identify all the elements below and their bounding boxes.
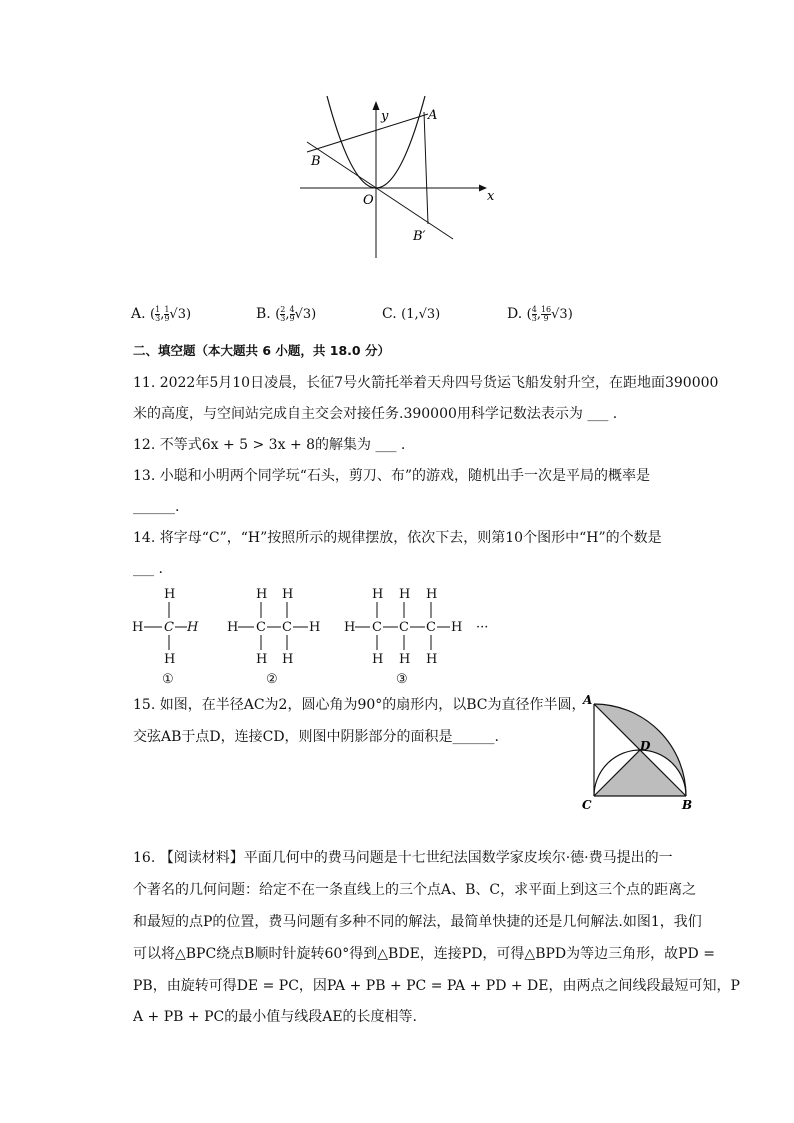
mol1-h-left: H bbox=[132, 620, 144, 635]
label-origin: O bbox=[363, 193, 374, 208]
mol3-h-bottom2: H bbox=[399, 652, 411, 667]
mol3-h-bottom3: H bbox=[426, 652, 438, 667]
sector-label-c: C bbox=[582, 798, 592, 812]
label-b: B bbox=[311, 154, 321, 169]
line-ab bbox=[307, 114, 428, 152]
mol2-h-left: H bbox=[227, 620, 239, 635]
mol-ellipsis: ··· bbox=[476, 620, 489, 635]
parabola-graph bbox=[295, 92, 505, 262]
mol1-c: C bbox=[164, 620, 174, 635]
q16-line5: PB，由旋转可得DE = PC，因PA + PB + PC = PA + PD + DE，由两点之间线段最短可知，P bbox=[133, 978, 740, 994]
section-title: 二、填空题（本大题共 6 小题，共 18.0 分） bbox=[133, 343, 390, 358]
q11-line2: 米的高度，与空间站完成自主交会对接任务.390000用科学记数法表示为 ___ . bbox=[133, 406, 618, 422]
sector-label-a: A bbox=[583, 693, 593, 707]
q14-line2: ___ . bbox=[133, 561, 163, 577]
q15-line1: 15. 如图，在半径AC为2，圆心角为90°的扇形内，以BC为直径作半圆， bbox=[133, 697, 586, 713]
mol3-c3: C bbox=[426, 620, 436, 635]
sector-label-d: D bbox=[640, 739, 651, 753]
q16-line4: 可以将△BPC绕点B顺时针旋转60°得到△BDE，连接PD，可得△BPD为等边三角形，故PD = bbox=[133, 946, 715, 962]
q16-line1: 16. 【阅读材料】平面几何中的费马问题是十七世纪法国数学家皮埃尔·德·费马提出的一 bbox=[133, 850, 673, 866]
mol1-h-top: H bbox=[164, 587, 176, 602]
q13-line1: 13. 小聪和小明两个同学玩“石头，剪刀、布”的游戏，随机出手一次是平局的概率是 bbox=[133, 468, 651, 484]
label-a: A bbox=[428, 108, 438, 123]
option-a-letter: A. bbox=[131, 306, 146, 322]
q16-line3: 和最短的点P的位置，费马问题有多种不同的解法，最简单快捷的还是几何解法.如图1，我们 bbox=[133, 914, 702, 930]
option-a-math: ( $\frac{1}{3}$ , $\frac{1}{9}$ √3) bbox=[150, 305, 192, 323]
option-c-value: (1,√3) bbox=[401, 307, 441, 322]
mol3-h-bottom1: H bbox=[372, 652, 384, 667]
option-d-math: ( $\frac{4}{3}$ , $\frac{16}{9}$ √3) bbox=[526, 305, 573, 323]
mol2-h-right: H bbox=[309, 620, 321, 635]
label-y: y bbox=[381, 109, 389, 124]
q16-line6: A + PB + PC的最小值与线段AE的长度相等. bbox=[133, 1009, 417, 1025]
mol1-h-bottom: H bbox=[164, 652, 176, 667]
line-ab-prime bbox=[424, 112, 428, 224]
mol3-h-top1: H bbox=[372, 587, 384, 602]
sector-label-b: B bbox=[682, 798, 693, 812]
y-axis-arrow bbox=[373, 101, 380, 110]
mol3-c2: C bbox=[399, 620, 409, 635]
q11-line1: 11. 2022年5月10日凌晨，长征7号火箭托举着天舟四号货运飞船发射升空，在距地面390000 bbox=[133, 375, 719, 391]
mol3-label: ③ bbox=[396, 672, 408, 687]
mol2-label: ② bbox=[266, 672, 278, 687]
mol2-h-top2: H bbox=[282, 587, 294, 602]
mol2-c1: C bbox=[256, 620, 266, 635]
mol3-h-top3: H bbox=[426, 587, 438, 602]
molecule-figures bbox=[128, 582, 508, 692]
mol3-c1: C bbox=[372, 620, 382, 635]
option-b-math: ( $\frac{2}{3}$ , $\frac{4}{9}$ √3) bbox=[275, 305, 317, 323]
mol2-c2: C bbox=[282, 620, 292, 635]
option-d-letter: D. bbox=[507, 306, 523, 322]
mol2-h-bottom2: H bbox=[282, 652, 294, 667]
option-b-letter: B. bbox=[256, 306, 271, 322]
mol2-h-bottom1: H bbox=[256, 652, 268, 667]
q14-line1: 14. 将字母“C”，“H”按照所示的规律摆放，依次下去，则第10个图形中“H”的个数是 bbox=[133, 530, 662, 546]
mol1-h-right: H bbox=[187, 620, 199, 635]
mol3-h-left: H bbox=[344, 620, 356, 635]
mol2-h-top1: H bbox=[256, 587, 268, 602]
q13-line2: ______. bbox=[133, 499, 180, 515]
option-c-letter: C. bbox=[382, 306, 397, 322]
mol3-h-top2: H bbox=[399, 587, 411, 602]
mol3-h-right: H bbox=[451, 620, 463, 635]
line-bb-prime bbox=[307, 142, 453, 239]
q12-line: 12. 不等式6x + 5 > 3x + 8的解集为 ___ . bbox=[133, 437, 406, 453]
option-d bbox=[507, 306, 573, 323]
option-a bbox=[131, 306, 191, 323]
option-b bbox=[256, 306, 316, 323]
q16-line2: 个著名的几何问题：给定不在一条直线上的三个点A、B、C，求平面上到这三个点的距离之 bbox=[133, 882, 697, 898]
mol1-label: ① bbox=[162, 672, 174, 687]
x-axis-arrow bbox=[479, 185, 487, 192]
label-b-prime: B′ bbox=[413, 229, 426, 244]
sector-figure bbox=[578, 692, 696, 816]
label-x: x bbox=[487, 189, 495, 204]
q15-line2: 交弦AB于点D，连接CD，则图中阴影部分的面积是______. bbox=[133, 729, 500, 745]
option-c bbox=[382, 306, 440, 322]
